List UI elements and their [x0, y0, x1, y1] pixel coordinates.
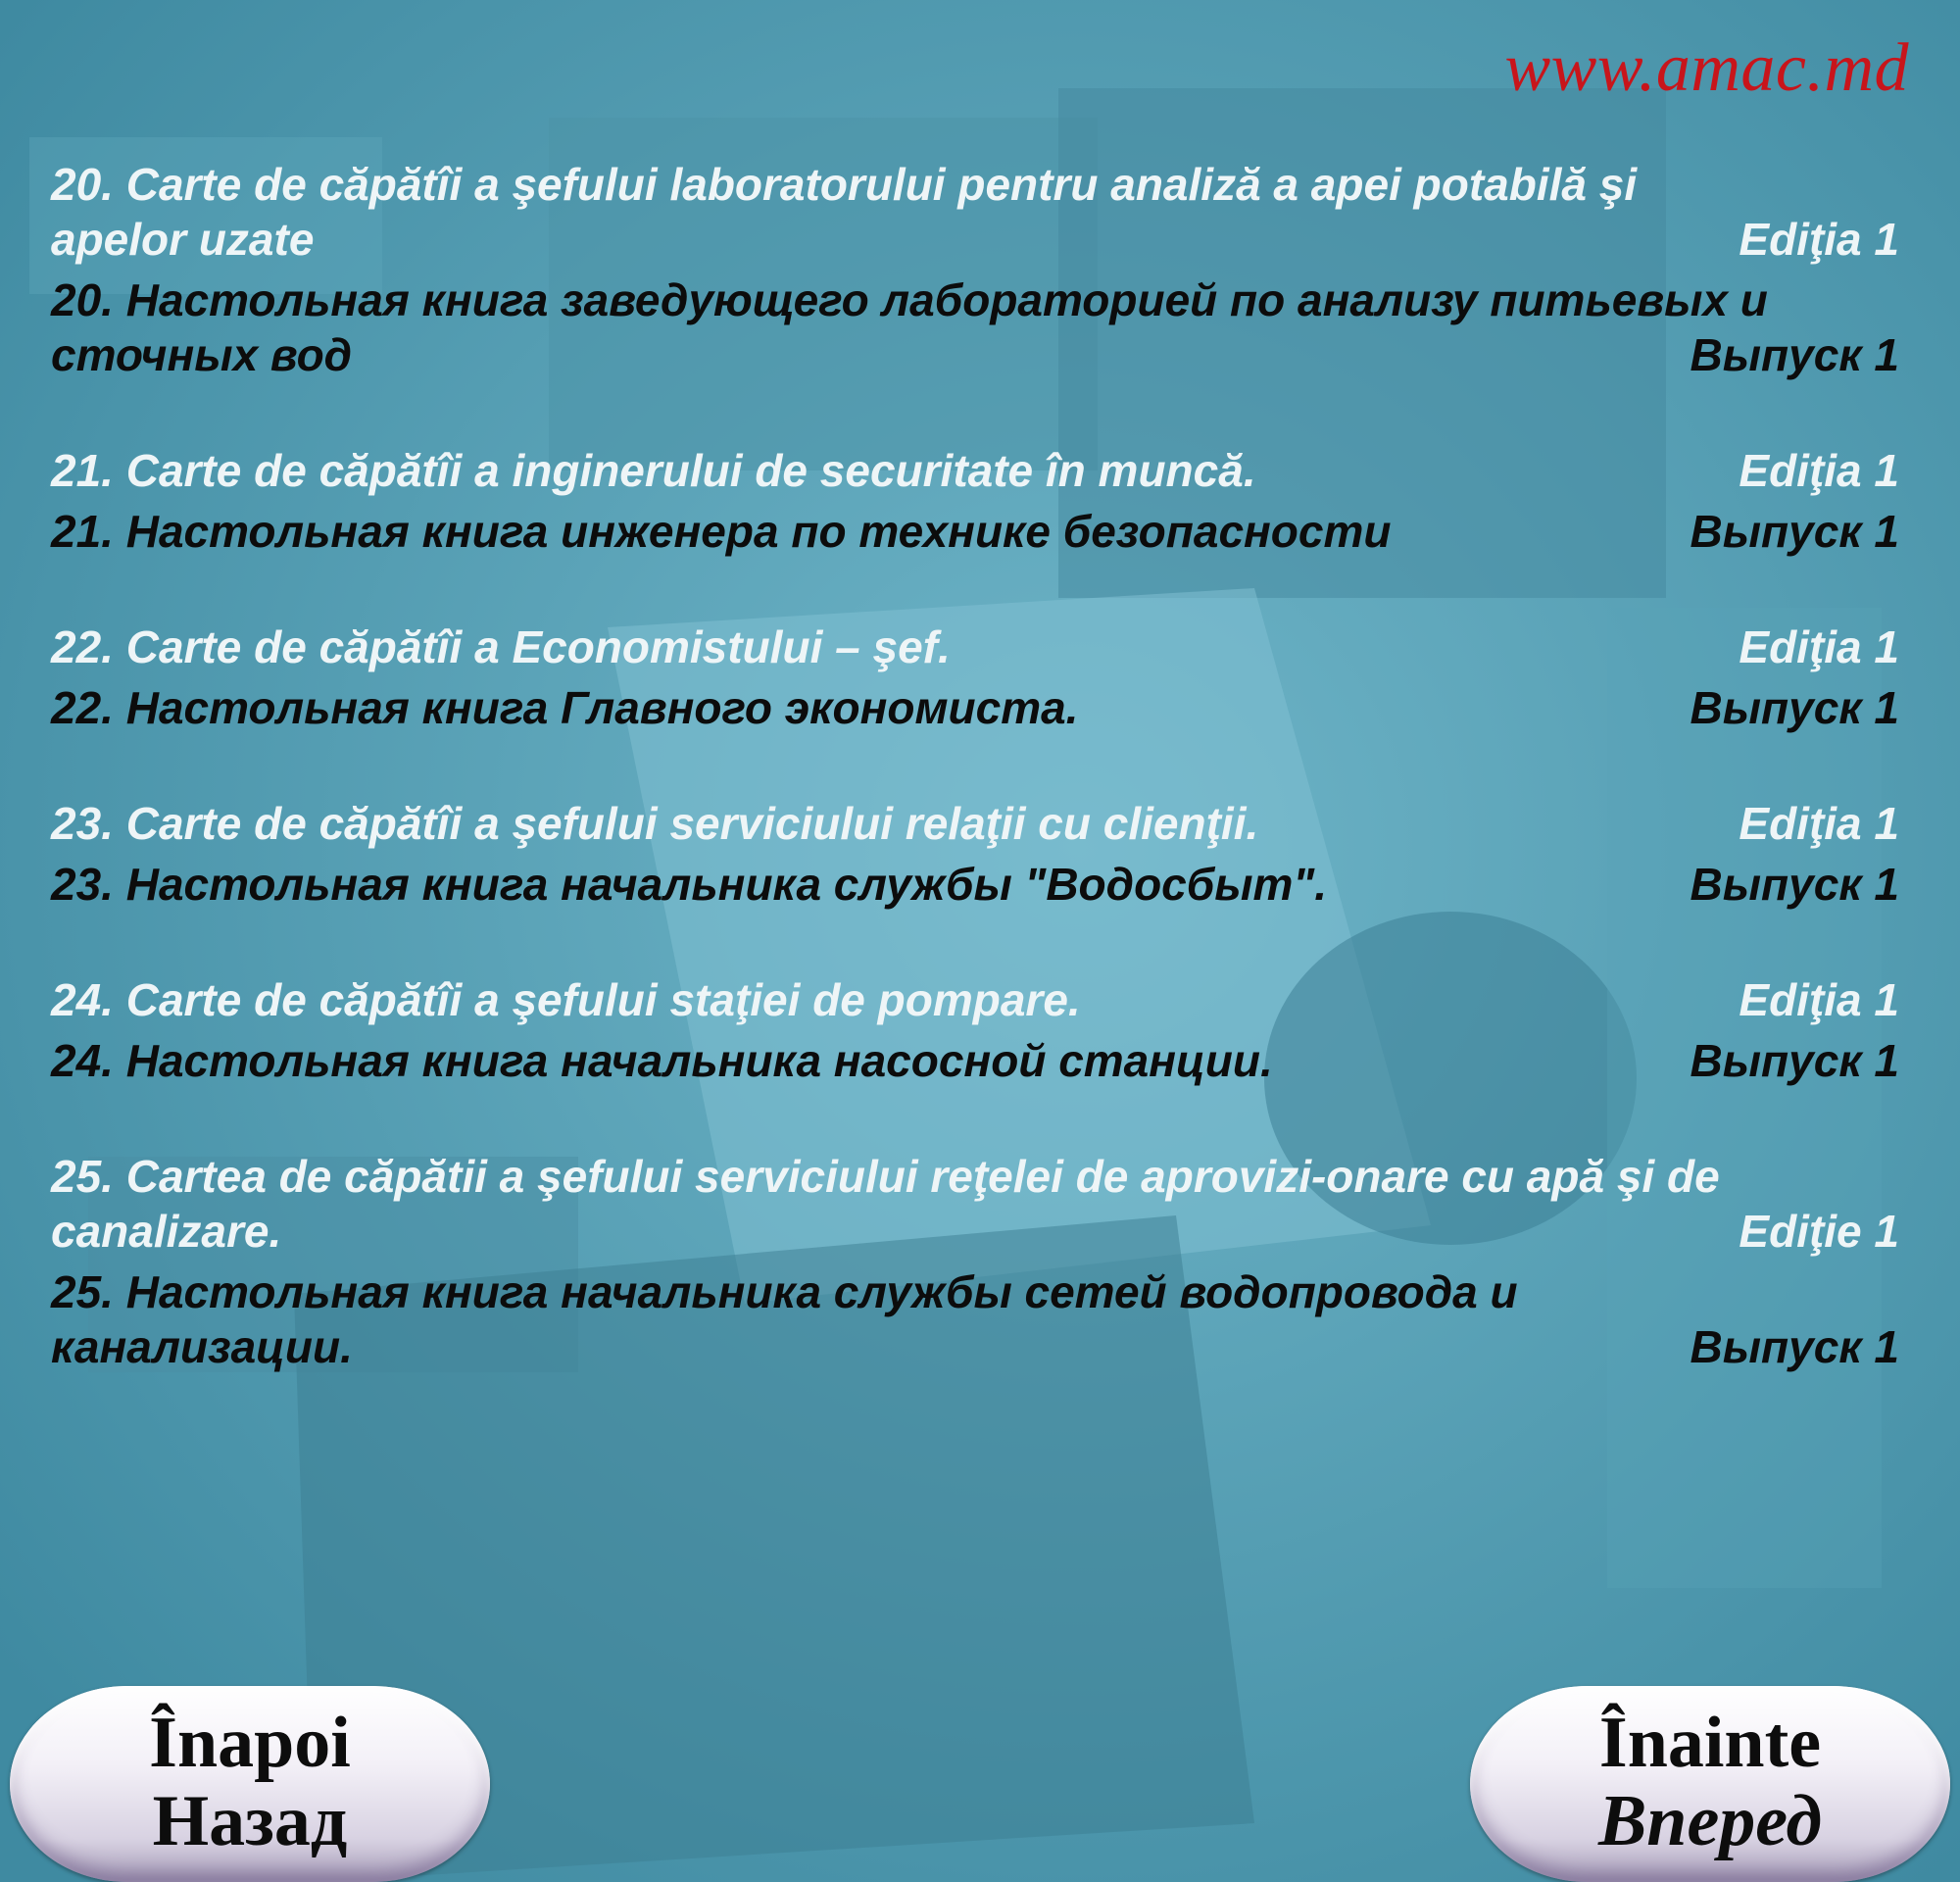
list-item [51, 619, 1909, 735]
title-romanian [51, 157, 1909, 267]
title-romanian [51, 1149, 1909, 1259]
title-text: 24. Carte de căpătîi a şefului staţiei de pompare. [51, 974, 1081, 1025]
edition-label: Ediţie 1 [1739, 1206, 1899, 1257]
title-text: 22. Carte de căpătîi a Economistului – şef. [51, 621, 951, 672]
title-russian [51, 680, 1909, 735]
catalog-list [51, 157, 1909, 1435]
edition-label: Ediţia 1 [1739, 798, 1899, 849]
back-label-russian: Назад [152, 1781, 348, 1861]
edition-label: Выпуск 1 [1690, 329, 1899, 380]
title-russian [51, 857, 1909, 912]
edition-label: Ediţia 1 [1739, 214, 1899, 265]
edition-label: Ediţia 1 [1739, 974, 1899, 1025]
title-text: 21. Carte de căpătîi a inginerului de securitate în muncă. [51, 445, 1256, 496]
title-text: 22. Настольная книга Главного экономиста. [51, 682, 1079, 733]
edition-label: Выпуск 1 [1690, 1321, 1899, 1372]
list-item [51, 972, 1909, 1088]
edition-label: Выпуск 1 [1690, 506, 1899, 557]
title-text: 25. Настольная книга начальника службы сетей водопровода и канализации. [51, 1266, 1518, 1372]
list-item [51, 443, 1909, 559]
edition-label: Выпуск 1 [1690, 682, 1899, 733]
list-item [51, 157, 1909, 382]
title-romanian [51, 619, 1909, 674]
back-button[interactable] [10, 1686, 490, 1882]
list-item [51, 796, 1909, 912]
forward-label-russian: Вперед [1597, 1781, 1823, 1861]
title-russian [51, 1033, 1909, 1088]
title-text: 20. Carte de căpătîi a şefului laboratorului pentru analiză a apei potabilă şi apelor uzate [51, 159, 1638, 265]
forward-label-romanian: Înainte [1598, 1703, 1822, 1783]
back-label-romanian: Înapoi [149, 1703, 351, 1783]
title-text: 23. Carte de căpătîi a şefului serviciului relaţii cu clienţii. [51, 798, 1259, 849]
title-romanian [51, 796, 1909, 851]
title-text: 24. Настольная книга начальника насосной станции. [51, 1035, 1273, 1086]
edition-label: Выпуск 1 [1690, 1035, 1899, 1086]
title-russian [51, 272, 1909, 382]
title-romanian [51, 443, 1909, 498]
title-text: 21. Настольная книга инженера по технике безопасности [51, 506, 1392, 557]
edition-label: Ediţia 1 [1739, 445, 1899, 496]
title-romanian [51, 972, 1909, 1027]
title-text: 20. Настольная книга заведующего лабораторией по анализу питьевых и сточных вод [51, 274, 1768, 380]
edition-label: Выпуск 1 [1690, 859, 1899, 910]
title-text: 25. Cartea de căpătii a şefului serviciului reţelei de aprovizi-onare cu apă şi de canalizare. [51, 1151, 1720, 1257]
title-russian [51, 504, 1909, 559]
forward-button[interactable] [1470, 1686, 1950, 1882]
list-item [51, 1149, 1909, 1374]
title-russian [51, 1264, 1909, 1374]
title-text: 23. Настольная книга начальника службы "Водосбыт". [51, 859, 1328, 910]
edition-label: Ediţia 1 [1739, 621, 1899, 672]
site-url[interactable]: www.amac.md [1504, 30, 1909, 106]
